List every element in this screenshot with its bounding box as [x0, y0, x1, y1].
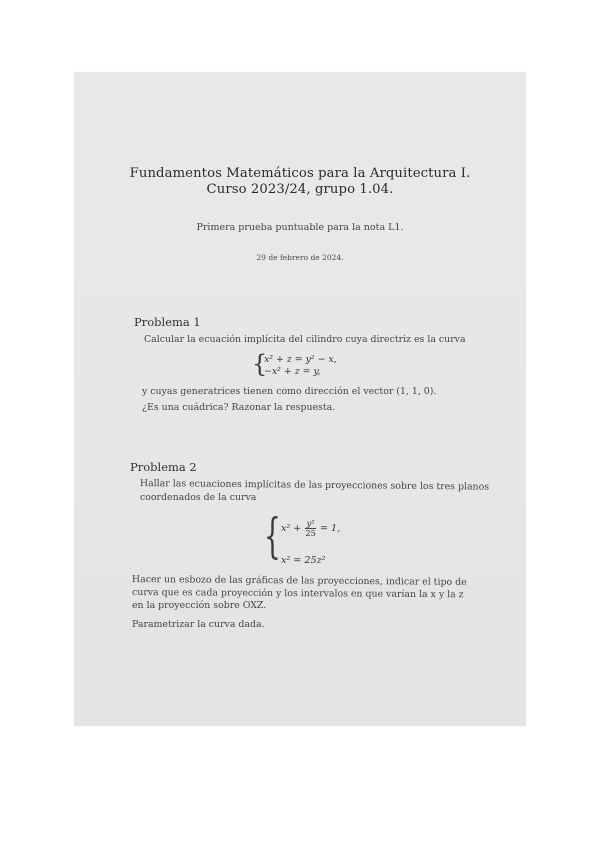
problem-1-system — [252, 350, 337, 378]
fraction — [305, 519, 315, 538]
problem-1-text-1: y cuyas generatrices tienen como dirección el vector (1, 1, 0). — [142, 386, 437, 397]
exam-subtitle: Primera prueba puntuable para la nota L1. — [196, 222, 404, 233]
problem-1-text-2: ¿Es una cuádrica? Razonar la respuesta. — [142, 402, 336, 413]
problem-1-heading: Problema 1 — [134, 315, 201, 329]
title-line-1: Fundamentos Matemáticos para la Arquitectura I. — [129, 166, 471, 181]
title-line-2: Curso 2023/24, grupo 1.04. — [206, 182, 394, 197]
problem-2-statement-1: Hallar las ecuaciones implícitas de las proyecciones sobre los tres planos — [139, 478, 490, 493]
problem-2-text-3: en la proyección sobre OXZ. — [132, 600, 267, 611]
left-brace: { — [252, 350, 268, 378]
problem-1-statement: Calcular la ecuación implícita del cilindro cuya directriz es la curva — [144, 334, 466, 345]
problem-2-text-1: Hacer un esbozo de las gráficas de las proyecciones, indicar el tipo de — [131, 574, 467, 588]
problem-2-text-4: Parametrizar la curva dada. — [132, 619, 265, 630]
page-title — [74, 166, 526, 198]
exam-date: 29 de febrero de 2024. — [256, 253, 344, 262]
problem-1-equation-2: −x² + z = y, — [264, 366, 321, 377]
problem-1-equation-1: x² + z = y² − x, — [264, 354, 337, 365]
problem-2-text-2: curva que es cada proyección y los intervalos en que varían la x y la z — [131, 587, 464, 601]
equation-1-left: x² + — [281, 523, 302, 534]
exam-sheet — [74, 72, 526, 726]
fraction-numerator: y² — [306, 518, 315, 528]
equation-1-right: = 1, — [319, 523, 341, 534]
problem-2-heading: Problema 2 — [130, 460, 197, 474]
problem-2-equation-2: x² = 25z² — [281, 555, 326, 566]
left-brace: { — [264, 508, 281, 564]
problem-2-statement-2: coordenados de la curva — [140, 492, 257, 503]
problem-2-equation-1 — [281, 519, 340, 538]
fraction-denominator: 25 — [305, 528, 316, 538]
